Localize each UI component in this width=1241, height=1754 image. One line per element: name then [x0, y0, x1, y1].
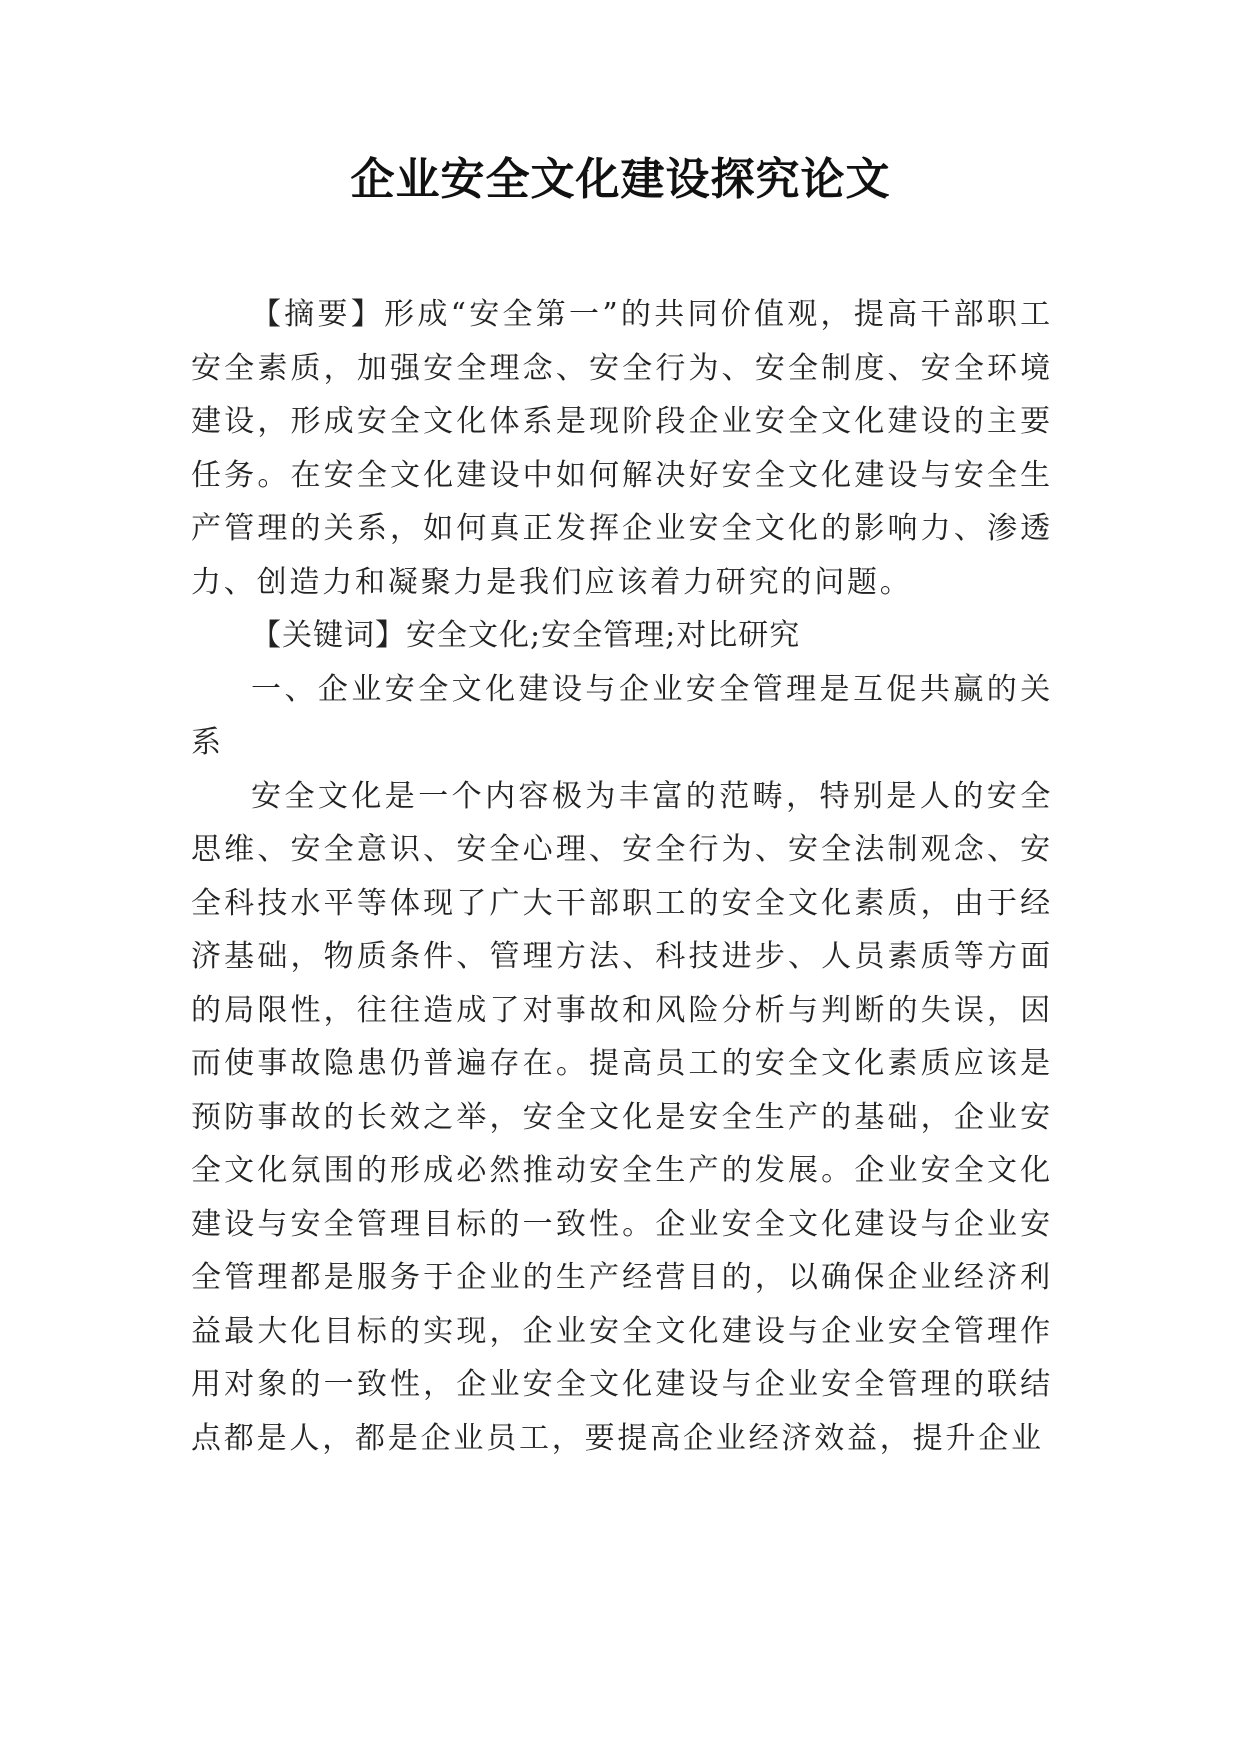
abstract-paragraph: 【摘要】形成“安全第一”的共同价值观，提高干部职工安全素质，加强安全理念、安全行为、安全制度、安全环境建设，形成安全文化体系是现阶段企业安全文化建设的主要任务。在安全文化建设中如何解决好安全文化建设与安全生产管理的关系，如何真正发挥企业安全文化的影响力、渗透力、创造力和凝聚力是我们应该着力研究的问题。 [191, 297, 1053, 600]
keywords-paragraph: 【关键词】安全文化;安全管理;对比研究 [251, 618, 801, 653]
document-title: 企业安全文化建设探究论文 [350, 154, 891, 205]
section-heading: 一、企业安全文化建设与企业安全管理是互促共赢的关系 [191, 671, 1053, 760]
document-body [191, 288, 1053, 1465]
section-body-paragraph: 安全文化是一个内容极为丰富的范畴，特别是人的安全思维、安全意识、安全心理、安全行为、安全法制观念、安全科技水平等体现了广大干部职工的安全文化素质，由于经济基础，物质条件、管理方法、科技进步、人员素质等方面的局限性，往往造成了对事故和风险分析与判断的失误，因而使事故隐患仍普遍存在。提高员工的安全文化素质应该是预防事故的长效之举，安全文化是安全生产的基础，企业安全文化氛围的形成必然推动安全生产的发展。企业安全文化建设与安全管理目标的一致性。企业安全文化建设与企业安全管理都是服务于企业的生产经营目的，以确保企业经济利益最大化目标的实现，企业安全文化建设与企业安全管理作用对象的一致性，企业安全文化建设与企业安全管理的联结点都是人，都是企业员工，要提高企业经济效益，提升企业 [191, 778, 1053, 1456]
